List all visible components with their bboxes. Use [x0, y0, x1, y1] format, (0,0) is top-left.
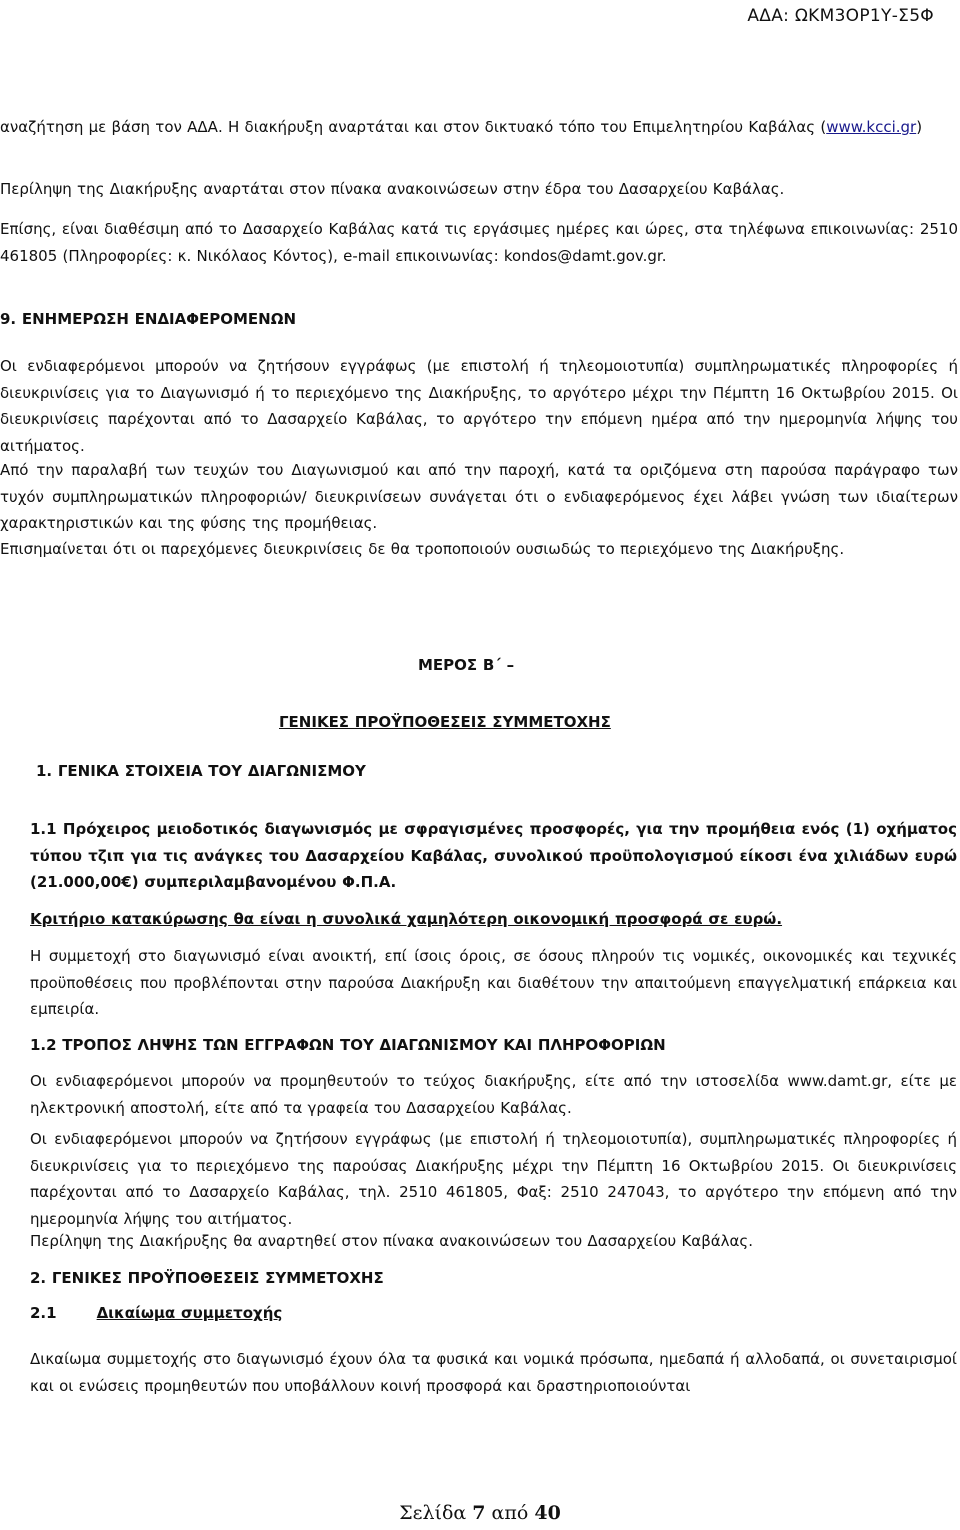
- section-9-paragraph-2: Από την παραλαβή των τευχών του Διαγωνισμού και από την παροχή, κατά τα οριζόμενα στη παρούσα παράγραφο των τυχόν συμπληρωματικών πληροφοριών/ διευκρινίσεων συνάγεται ότι ο ενδιαφερόμενος έχει λάβει γνώση των ιδιαίτερων χαρακτηριστικών και της φύσης της προμήθειας.: [0, 461, 958, 532]
- part-b-title: ΜΕΡΟΣ Β΄ –: [418, 656, 515, 674]
- section-2-1-title: Δικαίωμα συμμετοχής: [96, 1304, 283, 1322]
- intro-paragraph-2: Περίληψη της Διακήρυξης αναρτάται στον πίνακα ανακοινώσεων στην έδρα του Δασαρχείου Καβάλας.: [0, 180, 785, 198]
- section-9-heading: 9. ΕΝΗΜΕΡΩΣΗ ΕΝΔΙΑΦΕΡΟΜΕΝΩΝ: [0, 310, 297, 328]
- section-2-1-heading: [30, 1300, 957, 1327]
- section-1-2-paragraph-1: Οι ενδιαφερόμενοι μπορούν να προμηθευτούν το τεύχος διακήρυξης, είτε από την ιστοσελίδα www.damt.gr, είτε με ηλεκτρονική αποστολή, είτε από τα γραφεία του Δασαρχείου Καβάλας.: [30, 1072, 957, 1117]
- section-1-2-heading: 1.2 ΤΡΟΠΟΣ ΛΗΨΗΣ ΤΩΝ ΕΓΓΡΑΦΩΝ ΤΟΥ ΔΙΑΓΩΝΙΣΜΟΥ ΚΑΙ ΠΛΗΡΟΦΟΡΙΩΝ: [30, 1036, 666, 1054]
- award-criterion: Κριτήριο κατακύρωσης θα είναι η συνολικά χαμηλότερη οικονομική προσφορά σε ευρώ.: [30, 910, 783, 928]
- section-2-1-number: 2.1: [30, 1304, 57, 1322]
- section-9-paragraph-1: Οι ενδιαφερόμενοι μπορούν να ζητήσουν εγγράφως (με επιστολή ή τηλεομοιοτυπία) συμπληρωματικές πληροφορίες ή διευκρινίσεις για το Διαγωνισμό ή το περιεχόμενο της Διακήρυξης, το αργότερο μέχρι την Πέμπτη 16 Οκτωβρίου 2015. Οι διευκρινίσεις παρέχονται από το Δασαρχείο Καβάλας, το αργότερο την επόμενη ημέρα από την ημερομηνία λήψης του αιτήματος.: [0, 357, 958, 455]
- part-b-subtitle: ΓΕΝΙΚΕΣ ΠΡΟΫΠΟΘΕΣΕΙΣ ΣΥΜΜΕΤΟΧΗΣ: [279, 713, 611, 731]
- ada-code: ΑΔΑ: ΩΚΜ3ΟΡ1Υ-Σ5Φ: [747, 6, 934, 26]
- participation-paragraph: Η συμμετοχή στο διαγωνισμό είναι ανοικτή, επί ίσοις όροις, σε όσους πληρούν τις νομικές, οικονομικές και τεχνικές προϋποθέσεις που προβλέπονται στην παρούσα Διακήρυξη και διαθέτουν την απαιτούμενη επαγγελματική επάρκεια και εμπειρία.: [30, 947, 957, 1018]
- page-footer: Σελίδα 7 από 40: [399, 1502, 561, 1524]
- section-2-1-paragraph: Δικαίωμα συμμετοχής στο διαγωνισμό έχουν όλα τα φυσικά και νομικά πρόσωπα, ημεδαπά ή αλλοδαπά, οι συνεταιρισμοί και οι ενώσεις προμηθευτών που υποβάλλουν κοινή προσφορά και δραστηριοποιούνται: [30, 1350, 957, 1395]
- section-2-heading: 2. ΓΕΝΙΚΕΣ ΠΡΟΫΠΟΘΕΣΕΙΣ ΣΥΜΜΕΤΟΧΗΣ: [30, 1269, 384, 1287]
- section-1-heading: 1. ΓΕΝΙΚΑ ΣΤΟΙΧΕΙΑ ΤΟΥ ΔΙΑΓΩΝΙΣΜΟΥ: [36, 762, 366, 780]
- kcci-link[interactable]: www.kcci.gr: [826, 118, 917, 136]
- current-page: 7: [472, 1502, 486, 1524]
- section-9-paragraph-3: Επισημαίνεται ότι οι παρεχόμενες διευκρινίσεις δε θα τροποποιούν ουσιωδώς το περιεχόμενο της Διακήρυξης.: [0, 540, 845, 558]
- intro-paragraph-1: αναζήτηση με βάση τον ΑΔΑ. Η διακήρυξη αναρτάται και στον δικτυακό τόπο του Επιμελητηρίου Καβάλας (www.kcci.gr): [0, 118, 923, 136]
- total-pages: 40: [534, 1502, 561, 1524]
- section-1-1-paragraph: 1.1 Πρόχειρος μειοδοτικός διαγωνισμός με σφραγισμένες προσφορές, για την προμήθεια ενός (1) οχήματος τύπου τζιπ για τις ανάγκες του Δασαρχείου Καβάλας, συνολικού προϋπολογισμού είκοσι ένα χιλιάδων ευρώ (21.000,00€) συμπεριλαμβανομένου Φ.Π.Α.: [30, 820, 957, 891]
- intro-paragraph-3: Επίσης, είναι διαθέσιμη από το Δασαρχείο Καβάλας κατά τις εργάσιμες ημέρες και ώρες, στα τηλέφωνα επικοινωνίας: 2510 461805 (Πληροφορίες: κ. Νικόλαος Κόντος), e-mail επικοινωνίας: kondos@damt.gov.gr.: [0, 220, 958, 265]
- section-1-2-paragraph-2: Οι ενδιαφερόμενοι μπορούν να ζητήσουν εγγράφως (με επιστολή ή τηλεομοιοτυπία), συμπληρωματικές πληροφορίες ή διευκρινίσεις για το περιεχόμενο της παρούσας Διακήρυξης μέχρι την Πέμπτη 16 Οκτωβρίου 2015. Οι διευκρινίσεις παρέχονται από το Δασαρχείο Καβάλας, τηλ. 2510 461805, Φαξ: 2510 247043, το αργότερο την επόμενη από την ημερομηνία λήψης του αιτήματος.: [30, 1130, 957, 1228]
- section-1-2-paragraph-3: Περίληψη της Διακήρυξης θα αναρτηθεί στον πίνακα ανακοινώσεων του Δασαρχείου Καβάλας.: [30, 1232, 753, 1250]
